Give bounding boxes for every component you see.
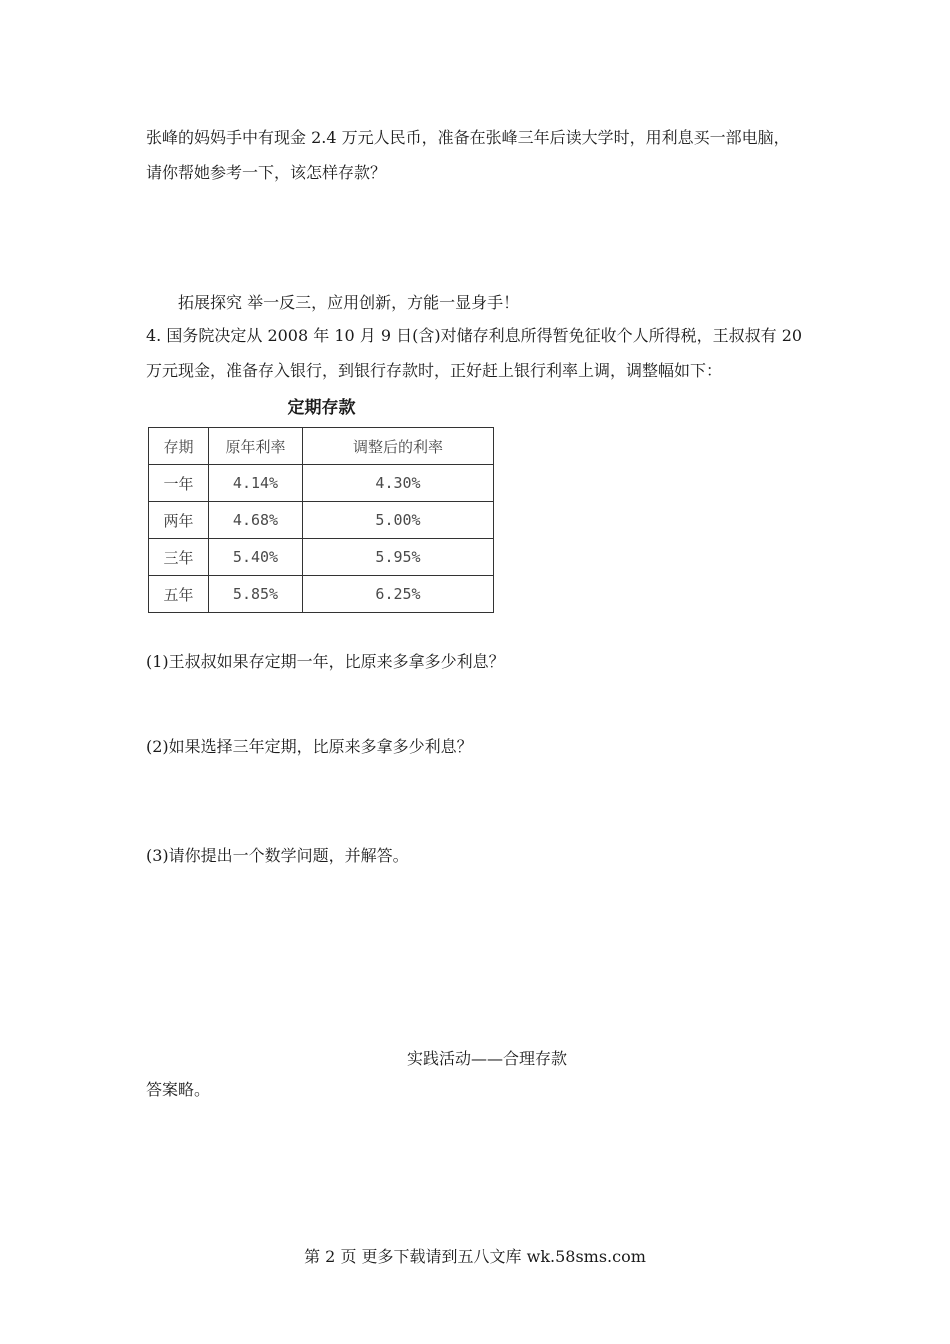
header-original-rate: 原年利率 (209, 428, 303, 465)
question-4-line-1: 4. 国务院决定从 2008 年 10 月 9 日(含)对储存利息所得暂免征收个人所得税，王叔叔有 20 (146, 326, 803, 345)
page-footer: 第 2 页 更多下载请到五八文库 wk.58sms.com (304, 1247, 646, 1266)
cell-original-rate: 4.68% (209, 502, 303, 539)
cell-adjusted-rate: 5.00% (303, 502, 494, 539)
table-header-row (149, 428, 494, 465)
table-row (149, 576, 494, 613)
cell-term: 两年 (149, 502, 209, 539)
extension-heading: 拓展探究 举一反三，应用创新，方能一显身手！ (178, 293, 520, 312)
interest-rate-table (148, 427, 494, 613)
sub-question-1: (1)王叔叔如果存定期一年，比原来多拿多少利息？ (146, 652, 505, 671)
sub-question-2: (2)如果选择三年定期，比原来多拿多少利息？ (146, 737, 473, 756)
cell-original-rate: 5.85% (209, 576, 303, 613)
cell-adjusted-rate: 5.95% (303, 539, 494, 576)
answer-section-title: 实践活动——合理存款 (407, 1049, 568, 1068)
cell-adjusted-rate: 6.25% (303, 576, 494, 613)
cell-term: 一年 (149, 465, 209, 502)
intro-line-1: 张峰的妈妈手中有现金 2.4 万元人民币，准备在张峰三年后读大学时，用利息买一部电脑， (146, 128, 790, 147)
answer-section-body: 答案略。 (146, 1080, 211, 1099)
cell-adjusted-rate: 4.30% (303, 465, 494, 502)
header-term: 存期 (149, 428, 209, 465)
cell-original-rate: 5.40% (209, 539, 303, 576)
table-row (149, 465, 494, 502)
cell-term: 三年 (149, 539, 209, 576)
intro-line-2: 请你帮她参考一下，该怎样存款？ (146, 163, 387, 182)
table-title: 定期存款 (287, 398, 356, 418)
question-4-line-2: 万元现金，准备存入银行，到银行存款时，正好赶上银行利率上调，调整幅如下： (146, 361, 723, 380)
cell-term: 五年 (149, 576, 209, 613)
sub-question-3: (3)请你提出一个数学问题，并解答。 (146, 846, 409, 865)
table-row (149, 539, 494, 576)
header-adjusted-rate: 调整后的利率 (303, 428, 494, 465)
cell-original-rate: 4.14% (209, 465, 303, 502)
table-row (149, 502, 494, 539)
